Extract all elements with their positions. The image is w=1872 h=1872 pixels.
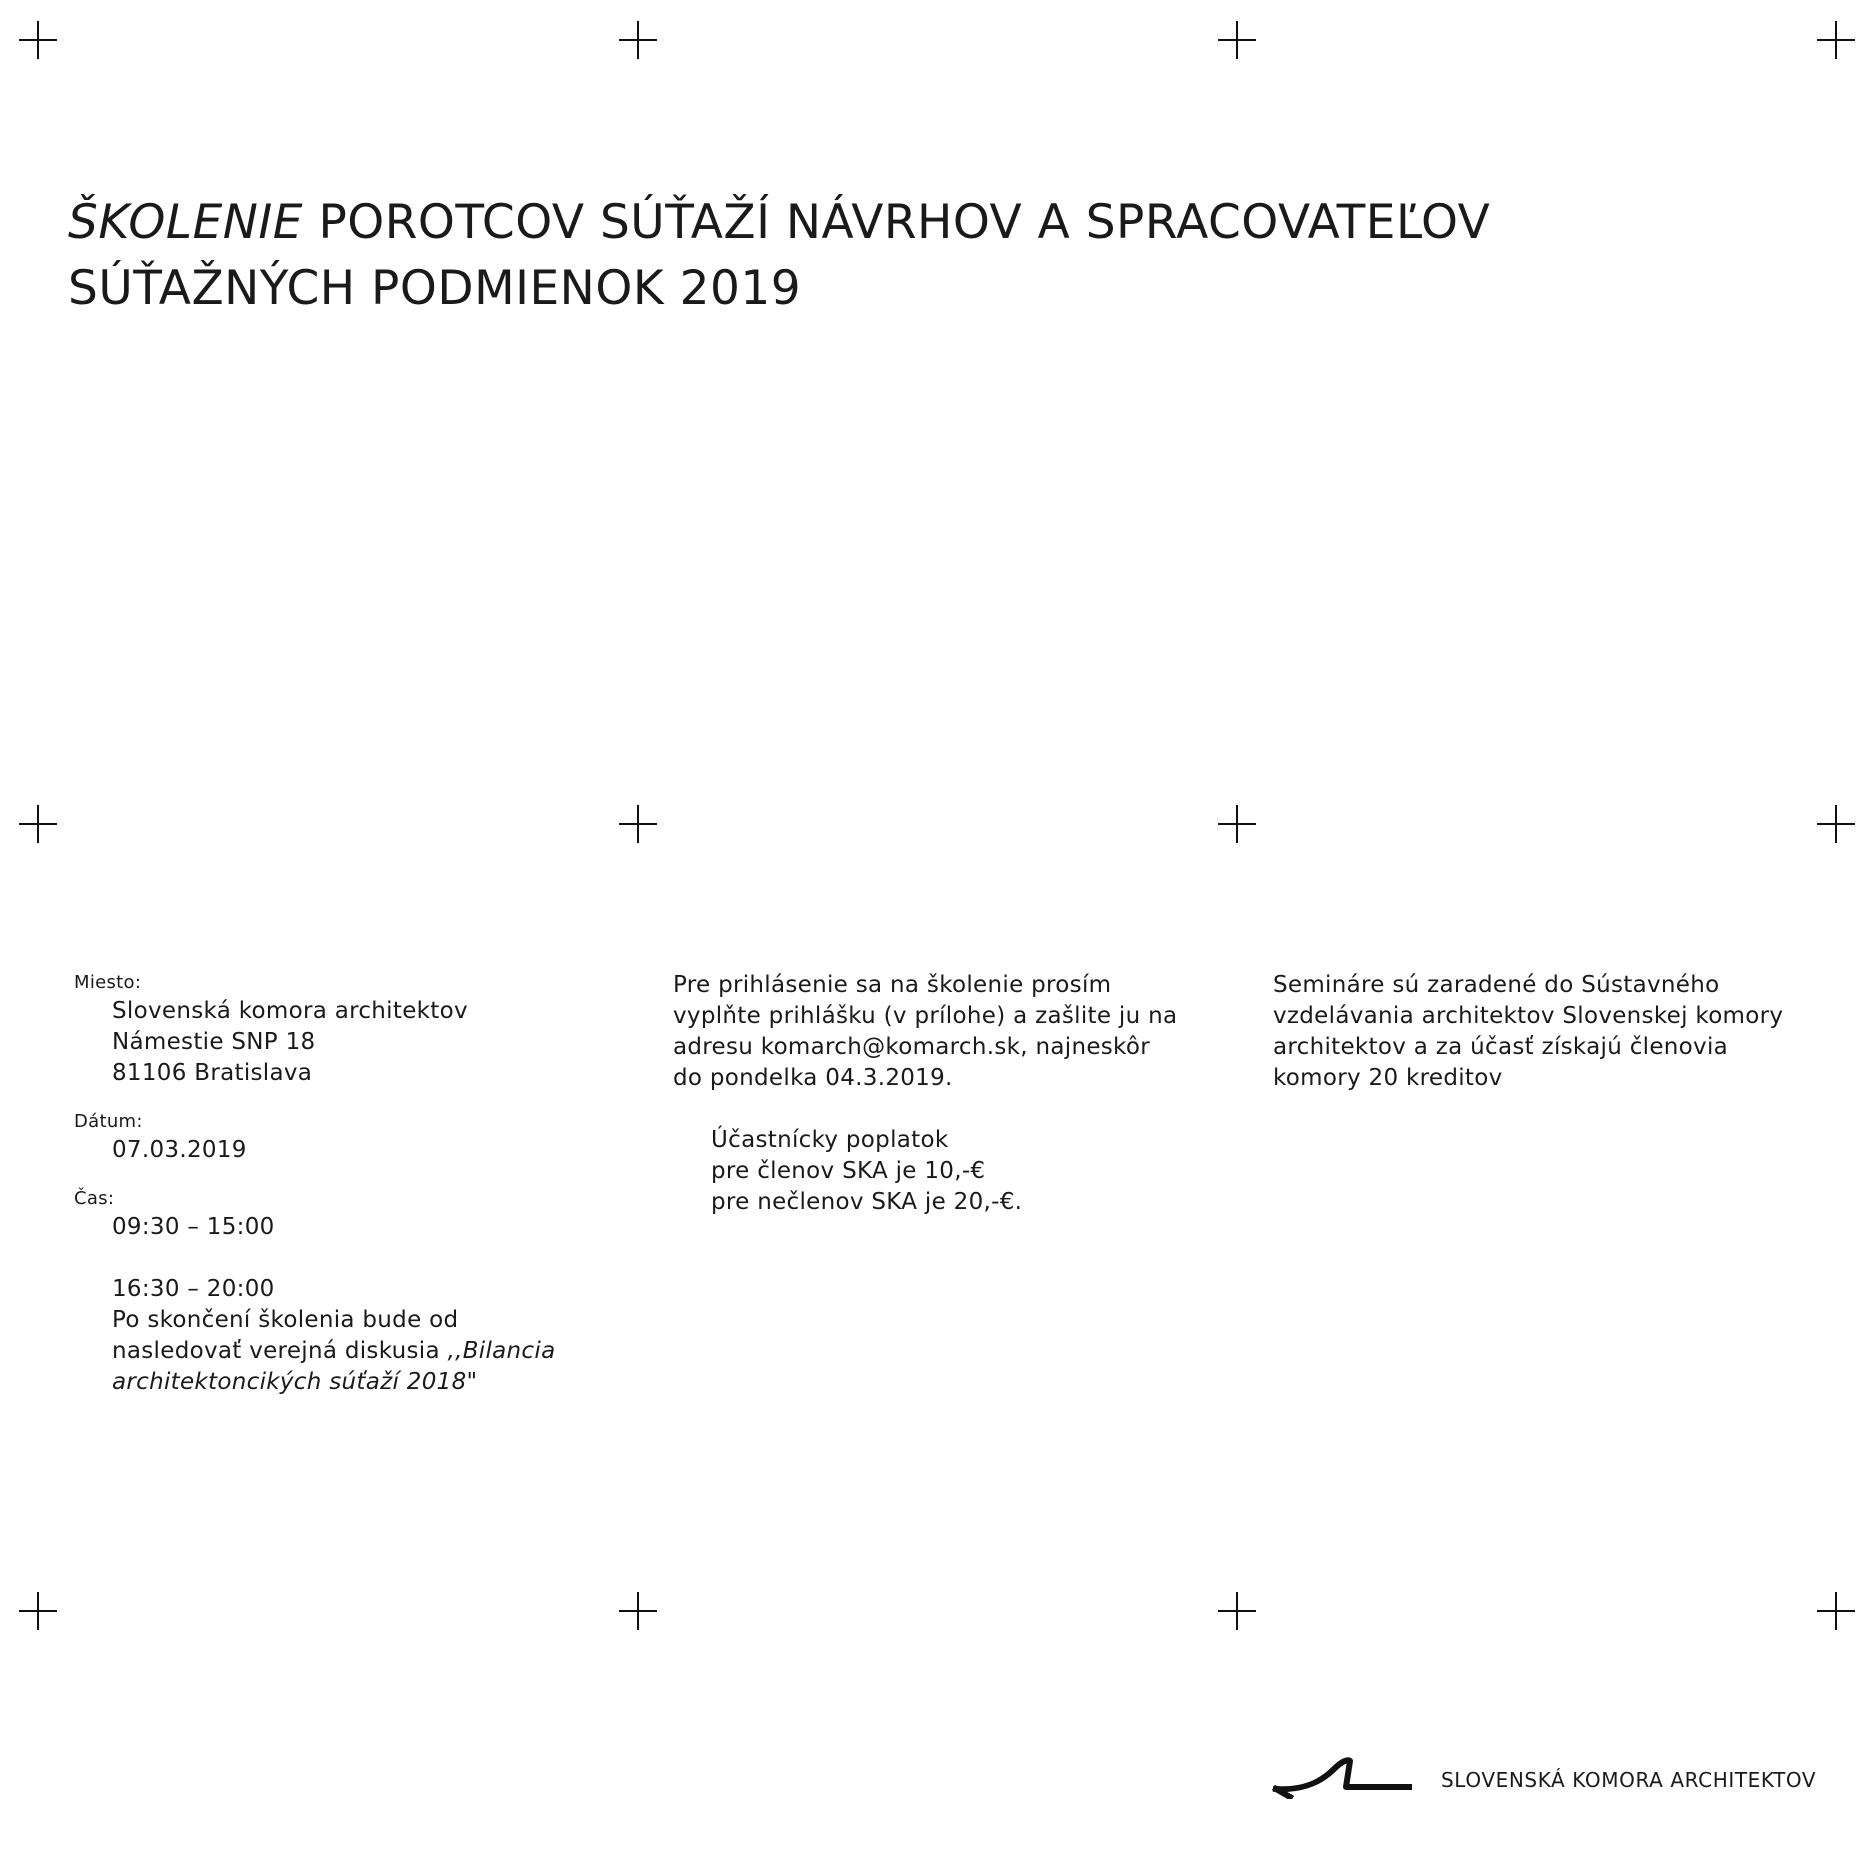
location-label: Miesto: bbox=[74, 972, 142, 993]
crop-mark-icon bbox=[1218, 21, 1256, 59]
crop-mark-icon bbox=[19, 805, 57, 843]
discussion-note-plain: nasledovať verejná diskusia bbox=[112, 1338, 448, 1364]
event-details-column bbox=[74, 970, 594, 1398]
crop-mark-icon bbox=[1817, 805, 1855, 843]
date-value-block bbox=[74, 1135, 594, 1166]
time-slot: 09:30 – 15:00 bbox=[112, 1214, 275, 1240]
ska-logo-icon bbox=[1272, 1755, 1412, 1799]
location-address bbox=[74, 996, 594, 1089]
title-line1-rest: POROTCOV SÚŤAŽÍ NÁVRHOV A SPRACOVATEĽOV bbox=[318, 195, 1491, 250]
crop-mark-icon bbox=[1817, 21, 1855, 59]
discussion-title: architektoncikých súťaží 2018" bbox=[112, 1369, 478, 1395]
time-label: Čas: bbox=[74, 1188, 115, 1209]
fee-heading: Účastnícky poplatok bbox=[711, 1127, 949, 1153]
location-line: Slovenská komora architektov bbox=[112, 998, 468, 1024]
location-line: Námestie SNP 18 bbox=[112, 1029, 316, 1055]
discussion-note bbox=[112, 1336, 594, 1367]
crop-mark-icon bbox=[619, 805, 657, 843]
seminar-info-column bbox=[1273, 970, 1833, 1094]
registration-text: do pondelka 04.3.2019. bbox=[673, 1065, 953, 1091]
seminar-text: komory 20 kreditov bbox=[1273, 1065, 1503, 1091]
fee-nonmember: pre nečlenov SKA je 20,-€. bbox=[711, 1189, 1023, 1215]
crop-mark-icon bbox=[619, 1592, 657, 1630]
discussion-note: Po skončení školenia bude od bbox=[112, 1307, 459, 1333]
crop-mark-icon bbox=[19, 21, 57, 59]
crop-mark-icon bbox=[1218, 1592, 1256, 1630]
time-slot: 16:30 – 20:00 bbox=[112, 1276, 275, 1302]
time-block bbox=[74, 1212, 594, 1398]
location-line: 81106 Bratislava bbox=[112, 1060, 313, 1086]
crop-mark-icon bbox=[19, 1592, 57, 1630]
seminar-text: Semináre sú zaradené do Sústavného bbox=[1273, 972, 1720, 998]
registration-column bbox=[673, 970, 1233, 1218]
discussion-title: ,,Bilancia bbox=[447, 1338, 556, 1364]
date-value: 07.03.2019 bbox=[112, 1137, 247, 1163]
fee-member: pre členov SKA je 10,-€ bbox=[711, 1158, 986, 1184]
fee-block bbox=[673, 1125, 1233, 1218]
crop-mark-icon bbox=[619, 21, 657, 59]
crop-mark-icon bbox=[1817, 1592, 1855, 1630]
registration-text: vyplňte prihlášku (v prílohe) a zašlite ju na bbox=[673, 1003, 1178, 1029]
title-line2: SÚŤAŽNÝCH PODMIENOK 2019 bbox=[68, 261, 802, 316]
crop-mark-icon bbox=[1218, 805, 1256, 843]
organization-name: SLOVENSKÁ KOMORA ARCHITEKTOV bbox=[1441, 1768, 1817, 1792]
registration-text: Pre prihlásenie sa na školenie prosím bbox=[673, 972, 1112, 998]
seminar-text: vzdelávania architektov Slovenskej komory bbox=[1273, 1003, 1784, 1029]
page-title bbox=[68, 190, 1668, 322]
date-label: Dátum: bbox=[74, 1111, 143, 1132]
registration-text: adresu komarch@komarch.sk, najneskôr bbox=[673, 1034, 1150, 1060]
title-italic-word: ŠKOLENIE bbox=[68, 195, 303, 250]
seminar-text: architektov a za účasť získajú členovia bbox=[1273, 1034, 1729, 1060]
